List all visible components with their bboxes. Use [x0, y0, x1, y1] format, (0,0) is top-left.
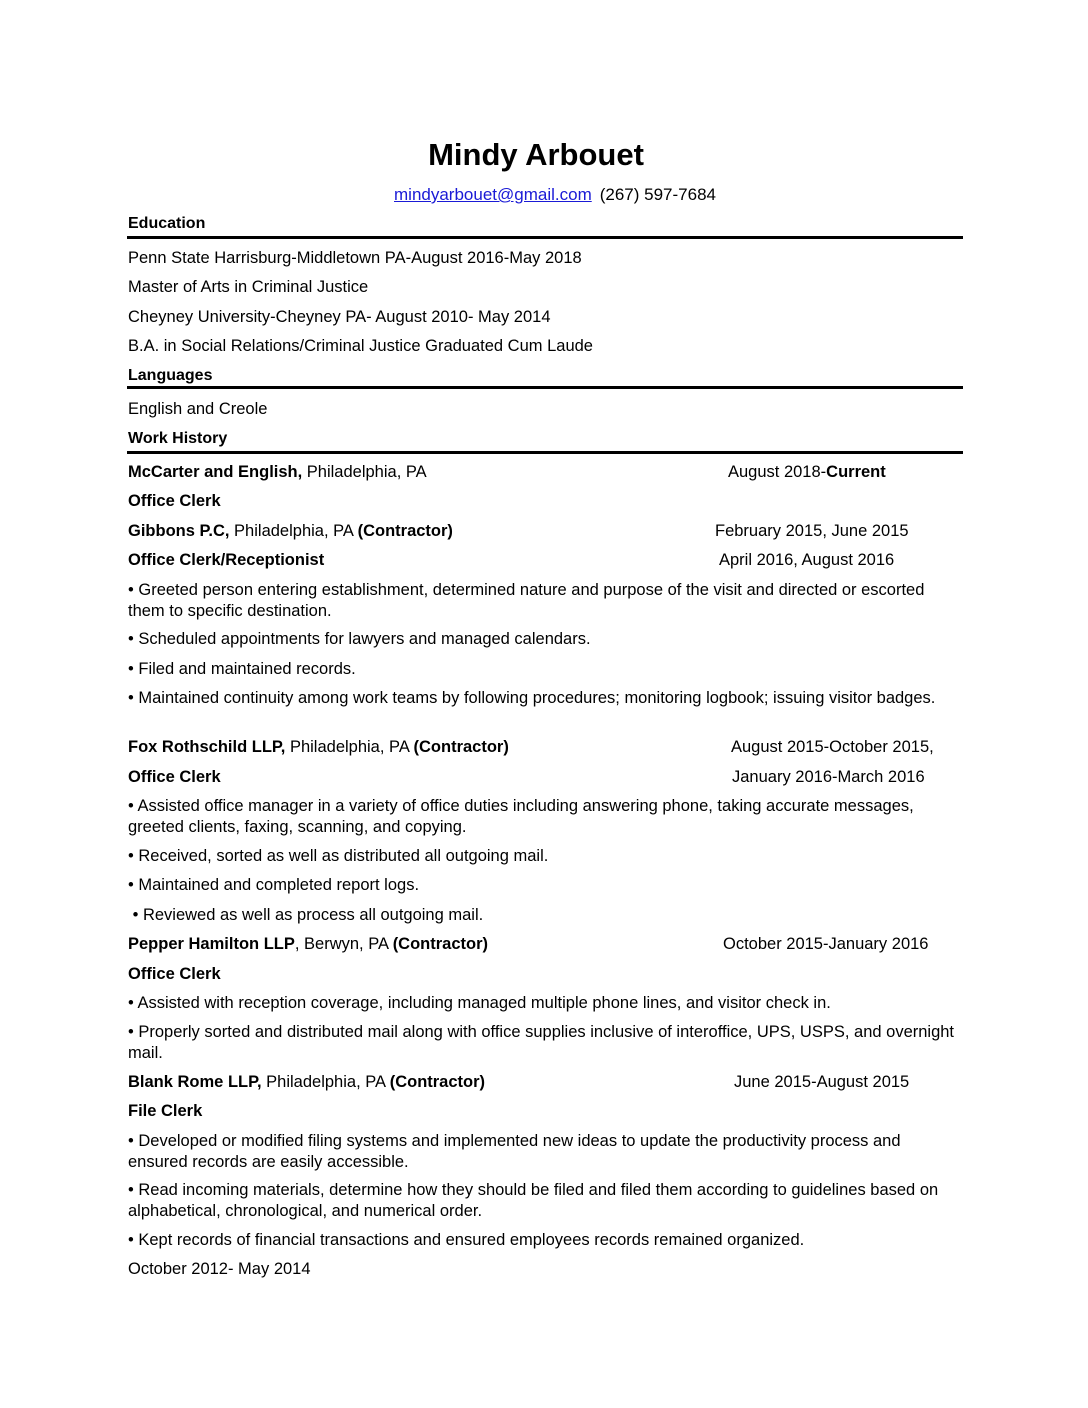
job-date-start: August 2018-	[728, 463, 827, 481]
job-bullet: • Properly sorted and distributed mail along with office supplies inclusive of interoffice, UPS, USPS, and overnight mail.	[128, 1023, 955, 1062]
job-location: Philadelphia, PA	[285, 738, 414, 756]
job-contractor: (Contractor)	[392, 935, 489, 953]
contact-line	[0, 184, 1088, 206]
job-location: Philadelphia, PA	[261, 1073, 390, 1091]
job-title: Office Clerk	[128, 965, 221, 983]
job-title: Office Clerk	[128, 768, 221, 786]
phone-number: (267) 597-7684	[599, 185, 716, 204]
job-bullet: • Received, sorted as well as distributed all outgoing mail.	[128, 847, 549, 865]
education-line: B.A. in Social Relations/Criminal Justice Graduated Cum Laude	[128, 337, 593, 355]
job-contractor: (Contractor)	[389, 1073, 486, 1091]
job-date: August 2015-October 2015,	[731, 738, 934, 756]
languages-rule	[127, 386, 963, 389]
job-employer-line	[128, 737, 509, 758]
job-bullet: • Filed and maintained records.	[128, 660, 356, 678]
education-line: Master of Arts in Criminal Justice	[128, 278, 369, 296]
job-employer: McCarter and English,	[128, 463, 303, 481]
job-bullet: • Greeted person entering establishment, determined nature and purpose of the visit and directed or escorted them to specific destination.	[128, 581, 925, 620]
job-title: File Clerk	[128, 1102, 203, 1120]
footer-date: October 2012- May 2014	[128, 1260, 311, 1278]
job-employer-line	[128, 521, 453, 542]
job-contractor: (Contractor)	[413, 738, 509, 756]
education-rule	[127, 236, 963, 239]
job-bullet: • Read incoming materials, determine how they should be filed and filed them according to guidelines based on alphabetical, chronological, and numerical order.	[128, 1181, 939, 1220]
job-date-current: Current	[826, 463, 886, 481]
job-date: June 2015-August 2015	[734, 1073, 910, 1091]
job-bullet: • Assisted office manager in a variety of office duties including answering phone, taking accurate messages, greeted clients, faxing, scanning, and copying.	[128, 797, 914, 836]
job-employer: Fox Rothschild LLP,	[128, 738, 286, 756]
job-bullet: • Scheduled appointments for lawyers and managed calendars.	[128, 630, 591, 648]
education-heading: Education	[128, 215, 206, 232]
job-employer: Gibbons P.C,	[128, 522, 230, 540]
job-title: Office Clerk/Receptionist	[128, 551, 325, 569]
job-location: Philadelphia, PA	[302, 463, 427, 481]
languages-text: English and Creole	[128, 400, 268, 418]
job-date: October 2015-January 2016	[723, 935, 929, 953]
job-bullet: • Maintained continuity among work teams by following procedures; monitoring logbook; issuing visitor badges.	[128, 689, 936, 707]
job-date	[728, 462, 886, 483]
job-date: April 2016, August 2016	[719, 551, 895, 569]
email-link[interactable]: mindyarbouet@gmail.com	[394, 185, 592, 204]
job-contractor: (Contractor)	[357, 522, 453, 540]
job-bullet: • Developed or modified filing systems and implemented new ideas to update the productivity process and ensured records are easily accessible.	[128, 1132, 901, 1171]
work-history-heading: Work History	[128, 430, 228, 447]
job-bullet: • Maintained and completed report logs.	[128, 876, 420, 894]
job-employer: Pepper Hamilton LLP	[128, 935, 295, 953]
education-line: Penn State Harrisburg-Middletown PA-August 2016-May 2018	[128, 249, 582, 267]
job-bullet: • Assisted with reception coverage, including managed multiple phone lines, and visitor check in.	[128, 994, 831, 1012]
job-employer-line	[128, 462, 427, 483]
job-location: Philadelphia, PA	[229, 522, 358, 540]
candidate-name: Mindy Arbouet	[428, 137, 644, 172]
job-employer-line	[128, 934, 488, 955]
work-history-rule	[127, 451, 963, 454]
job-date: January 2016-March 2016	[732, 768, 925, 786]
job-date: February 2015, June 2015	[715, 522, 909, 540]
job-bullet: • Kept records of financial transactions and ensured employees records remained organized.	[128, 1231, 805, 1249]
languages-heading: Languages	[128, 367, 213, 384]
job-bullet: • Reviewed as well as process all outgoing mail.	[128, 906, 484, 924]
job-location: , Berwyn, PA	[294, 935, 393, 953]
education-line: Cheyney University-Cheyney PA- August 2010- May 2014	[128, 308, 551, 326]
job-employer-line	[128, 1072, 485, 1093]
job-employer: Blank Rome LLP,	[128, 1073, 262, 1091]
job-title: Office Clerk	[128, 492, 221, 510]
